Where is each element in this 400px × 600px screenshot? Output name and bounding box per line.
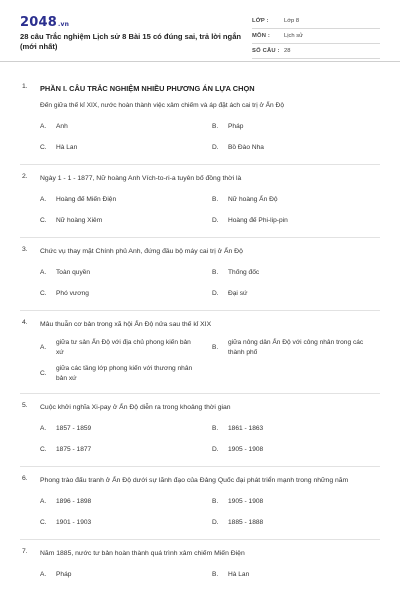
option-text: Hoàng đế Miến Điện (56, 196, 117, 203)
option-label: A. (40, 425, 47, 432)
question-item (0, 548, 400, 559)
option-text: 1901 - 1903 (56, 519, 92, 526)
option-text: Hoàng đế Phi-lip-pin (228, 217, 288, 224)
option-label: A. (40, 269, 47, 276)
meta-value: Lịch sử (284, 33, 304, 39)
divider (20, 466, 380, 467)
option-text: Hà Lan (56, 144, 78, 151)
option-label: B. (212, 196, 219, 203)
option-text: Đại sứ (228, 290, 248, 297)
option-text: giữa tư sản Ấn Độ với địa chủ phong kiến bản xứ (56, 339, 191, 356)
document-meta (252, 14, 380, 59)
option-text: Bồ Đào Nha (228, 144, 264, 151)
question-number: 4. (22, 319, 28, 326)
question-text: Phong trào đấu tranh ở Ấn Độ dưới sự lãnh đạo của Đảng Quốc đại phát triển mạnh trong những năm (40, 477, 349, 484)
question-text: Ngày 1 - 1 - 1877, Nữ hoàng Anh Vích-to-ri-a tuyên bố đồng thời là (40, 175, 242, 182)
option-label: B. (212, 498, 219, 505)
logo-suffix: .vn (57, 21, 70, 28)
meta-key: SỐ CÂU : (252, 48, 280, 54)
option-text: 1861 - 1863 (228, 425, 264, 432)
option-label: D. (212, 519, 219, 526)
option-label: B. (212, 571, 219, 578)
option-b[interactable] (212, 268, 384, 278)
question-number: 7. (22, 548, 28, 555)
question-text: Năm 1885, nước tư bản hoàn thành quá trình xâm chiếm Miến Điện (40, 550, 245, 557)
option-label: A. (40, 344, 47, 351)
option-a[interactable] (40, 122, 212, 132)
option-text: Anh (56, 123, 68, 130)
option-text: 1875 - 1877 (56, 446, 92, 453)
option-c[interactable] (40, 216, 212, 226)
option-a[interactable] (40, 268, 212, 278)
divider (20, 237, 380, 238)
option-text: 1857 - 1859 (56, 425, 92, 432)
meta-value: 28 (284, 48, 291, 54)
divider (20, 310, 380, 311)
option-a[interactable] (40, 497, 212, 507)
option-label: C. (40, 290, 47, 297)
question-text: Chức vụ thay mặt Chính phủ Anh, đứng đầu bộ máy cai trị ở Ấn Độ (40, 248, 243, 255)
question-item (0, 475, 400, 486)
option-text: giữa nông dân Ấn Độ với công nhân trong các thành phố (228, 339, 364, 356)
option-label: A. (40, 571, 47, 578)
option-label: C. (40, 217, 47, 224)
option-label: A. (40, 123, 47, 130)
option-text: 1885 - 1888 (228, 519, 264, 526)
option-text: Toàn quyền (56, 269, 91, 276)
question-item (0, 402, 400, 413)
site-logo[interactable] (20, 15, 69, 30)
question-item (0, 83, 400, 94)
option-label: A. (40, 498, 47, 505)
option-text: 1896 - 1898 (56, 498, 92, 505)
option-text: Pháp (56, 571, 72, 578)
option-label: C. (40, 370, 47, 377)
option-c[interactable] (40, 364, 212, 384)
option-d[interactable] (212, 289, 384, 299)
option-text: Hà Lan (228, 571, 250, 578)
option-label: C. (40, 446, 47, 453)
option-text: Nữ hoàng Ấn Độ (228, 196, 278, 203)
section-title: PHẦN I. CÂU TRẮC NGHIỆM NHIỀU PHƯƠNG ÁN LỰA CHỌN (40, 84, 255, 93)
question-text: Đến giữa thế kỉ XIX, nước hoàn thành việc xâm chiếm và áp đặt ách cai trị ở Ấn Độ (40, 102, 284, 109)
options-grid (0, 268, 400, 299)
question-number: 2. (22, 173, 28, 180)
question-item (0, 319, 400, 330)
option-text: Nữ hoàng Xiêm (56, 217, 103, 224)
question-text: Cuộc khởi nghĩa Xi-pay ở Ấn Độ diễn ra trong khoảng thời gian (40, 404, 231, 411)
question-item (0, 246, 400, 257)
option-b[interactable] (212, 570, 384, 580)
option-label: D. (212, 217, 219, 224)
option-d[interactable] (212, 445, 384, 455)
options-grid (0, 424, 400, 455)
option-label: B. (212, 123, 219, 130)
option-label: A. (40, 196, 47, 203)
option-label: D. (212, 144, 219, 151)
option-label: C. (40, 519, 47, 526)
question-list (0, 70, 400, 580)
option-text: Phó vương (56, 290, 89, 297)
option-c[interactable] (40, 289, 212, 299)
meta-key: MÔN : (252, 33, 271, 39)
option-d[interactable] (212, 518, 384, 528)
option-text: Thống đốc (228, 269, 260, 276)
option-label: B. (212, 425, 219, 432)
question-number: 1. (22, 83, 28, 90)
option-text: 1905 - 1908 (228, 446, 264, 453)
meta-row-subject (252, 29, 380, 44)
option-b[interactable] (212, 338, 384, 358)
document-title: 28 câu Trắc nghiệm Lịch sử 8 Bài 15 có đúng sai, trả lời ngắn (mới nhất) (20, 32, 242, 51)
divider (20, 539, 380, 540)
option-label: C. (40, 144, 47, 151)
option-b[interactable] (212, 195, 384, 205)
question-number: 6. (22, 475, 28, 482)
question-number: 3. (22, 246, 28, 253)
option-d[interactable] (212, 143, 384, 153)
option-d[interactable] (212, 216, 384, 226)
meta-value: Lớp 8 (284, 18, 300, 24)
divider (20, 393, 380, 394)
option-b[interactable] (212, 497, 384, 507)
option-label: D. (212, 290, 219, 297)
meta-key: LỚP : (252, 18, 269, 24)
document-header (0, 0, 400, 62)
option-c[interactable] (40, 143, 212, 153)
option-label: B. (212, 344, 219, 351)
meta-row-count (252, 44, 380, 59)
option-text: giữa các tầng lớp phong kiến với thương nhân bản xứ (56, 365, 193, 382)
option-a[interactable] (40, 195, 212, 205)
options-grid (0, 195, 400, 226)
options-grid (0, 570, 400, 580)
option-b[interactable] (212, 424, 384, 434)
options-grid (0, 497, 400, 528)
option-a[interactable] (40, 338, 212, 358)
question-number: 5. (22, 402, 28, 409)
option-a[interactable] (40, 424, 212, 434)
option-text: 1905 - 1908 (228, 498, 264, 505)
question-text: Mâu thuẫn cơ bản trong xã hội Ấn Độ nửa sau thế kỉ XIX (40, 321, 212, 328)
logo-text: 2048 (20, 15, 57, 30)
option-label: D. (212, 446, 219, 453)
option-c[interactable] (40, 518, 212, 528)
option-b[interactable] (212, 122, 384, 132)
option-a[interactable] (40, 570, 212, 580)
option-label: B. (212, 269, 219, 276)
option-c[interactable] (40, 445, 212, 455)
divider (20, 164, 380, 165)
options-grid (0, 338, 400, 384)
meta-row-grade (252, 14, 380, 29)
question-item (0, 173, 400, 184)
options-grid (0, 122, 400, 153)
option-text: Pháp (228, 123, 244, 130)
